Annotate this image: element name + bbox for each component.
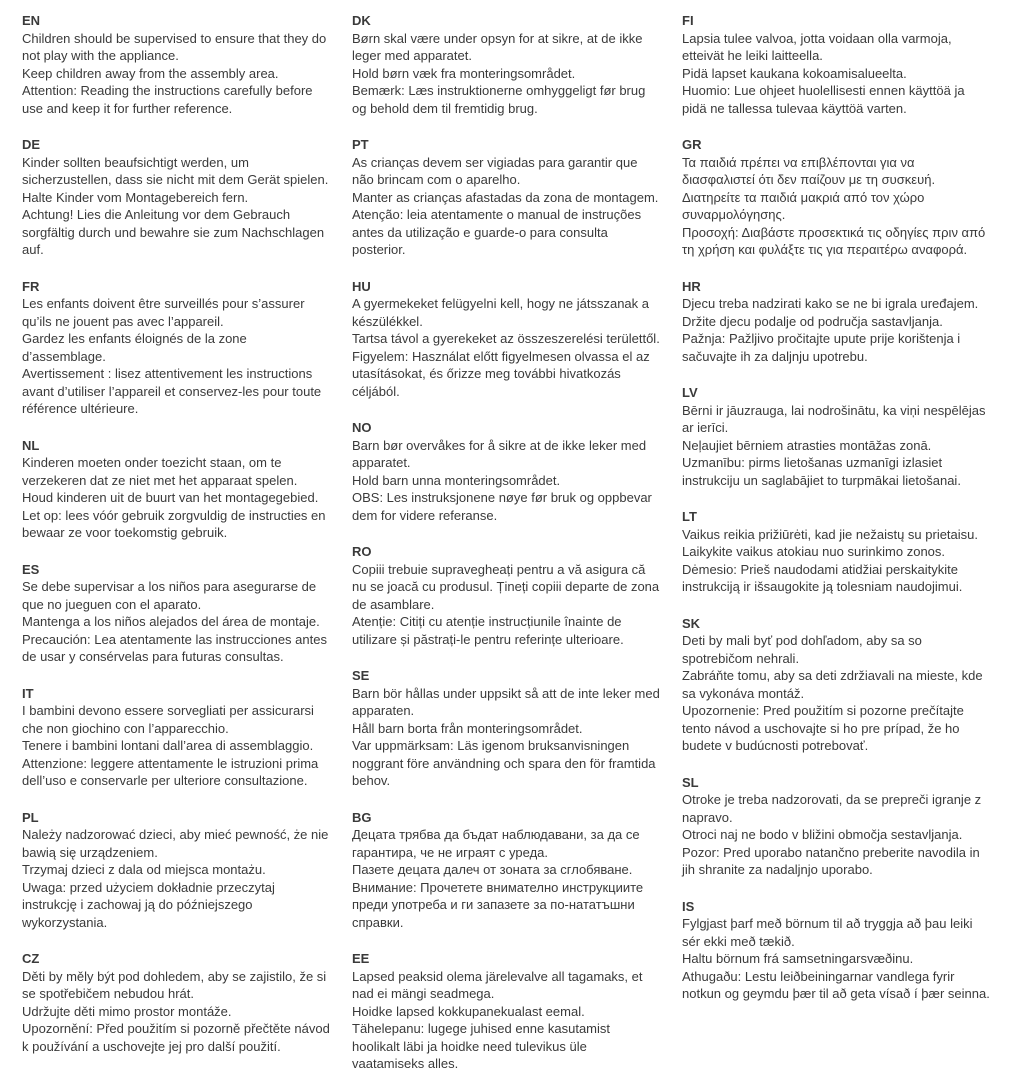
instruction-line: Barn bør overvåkes for å sikre at de ikke leker med apparatet. (352, 437, 647, 470)
instruction-line: Διατηρείτε τα παιδιά μακριά από τον χώρο συναρμολόγησης. (682, 189, 925, 222)
instruction-line: Var uppmärksam: Läs igenom bruksanvisningen noggrant före användning och spara den för framtida behov. (352, 738, 656, 788)
instruction-line: Bemærk: Læs instruktionerne omhyggeligt før brug og behold dem til fremtidig brug. (352, 83, 646, 116)
language-code-label: HR (682, 278, 701, 294)
instruction-line: Τα παιδιά πρέπει να επιβλέπονται για να διασφαλιστεί ότι δεν παίζουν με τη συσκευή. (682, 154, 936, 187)
instruction-line: Huomio: Lue ohjeet huolellisesti ennen käyttöä ja pidä ne tallessa tulevaa käyttöä varten. (682, 83, 965, 116)
instruction-line: Kinderen moeten onder toezicht staan, om te verzekeren dat ze niet met het apparaat spelen. (22, 455, 298, 488)
language-section-fi (682, 12, 990, 117)
instruction-line: Deti by mali byť pod dohľadom, aby sa so spotrebičom nehrali. (682, 633, 922, 666)
instruction-line: Otroke je treba nadzorovati, da se prepreči igranje z napravo. (682, 792, 982, 825)
language-code-label: FI (682, 13, 694, 28)
instruction-line: Pidä lapset kaukana kokoamisalueelta. (682, 65, 907, 81)
instruction-line: Пазете децата далеч от зоната за сглобяване. (352, 862, 633, 877)
instruction-line: Let op: lees vóór gebruik zorgvuldig de instructies en bewaar ze voor toekomstig gebruik. (22, 507, 326, 540)
instruction-line: Vaikus reikia prižiūrėti, kad jie nežaistų su prietaisu. (682, 526, 979, 542)
instruction-line: Pažnja: Pažljivo pročitajte upute prije korištenja i sačuvajte ih za daljnju upotrebu. (682, 331, 961, 364)
language-section-lv (682, 384, 990, 489)
instruction-line: Halte Kinder vom Montagebereich fern. (22, 189, 249, 205)
instruction-line: Zabráňte tomu, aby sa deti zdržiavali na mieste, kde sa vykonáva montáž. (682, 668, 983, 701)
instruction-line: Bērni ir jāuzrauga, lai nodrošinātu, ka viņi nespēlējas ar ierīci. (682, 402, 986, 435)
instruction-line: Fylgjast þarf með börnum til að tryggja að þau leiki sér ekki með tækið. (682, 916, 973, 949)
language-section-no (352, 419, 660, 524)
language-section-dk (352, 12, 660, 117)
instruction-line: Upozornění: Před použitím si pozorně přečtěte návod k používání a uschovejte jej pro další použití. (22, 1021, 330, 1054)
language-code-label: PL (22, 809, 39, 825)
instruction-line: Barn bör hållas under uppsikt så att de inte leker med apparaten. (352, 685, 660, 718)
language-section-nl (22, 437, 330, 542)
language-code-label: EE (352, 951, 370, 966)
language-code-label: SE (352, 668, 370, 683)
language-section-de (22, 136, 330, 259)
instruction-line: Mantenga a los niños alejados del área de montaje. (22, 614, 320, 629)
instruction-line: Laikykite vaikus atokiau nuo surinkimo zonos. (682, 544, 946, 559)
instruction-line: Avertissement : lisez attentivement les instructions avant d’utiliser l’appareil et conservez-les pour toute référence ultérieure. (22, 366, 322, 416)
language-section-sk (682, 615, 990, 755)
instruction-line: Hoidke lapsed kokkupanekualast eemal. (352, 1003, 585, 1019)
language-code-label: FR (22, 278, 40, 294)
instruction-line: Tähelepanu: lugege juhised enne kasutamist hoolikalt läbi ja hoidke need tulevikus üle vaatamiseks alles. (352, 1021, 611, 1071)
instruction-line: Lapsia tulee valvoa, jotta voidaan olla varmoja, etteivät he leiki laitteella. (682, 30, 952, 63)
instruction-line: Hold børn væk fra monteringsområdet. (352, 65, 576, 81)
instruction-line: Precaución: Lea atentamente las instrucciones antes de usar y consérvelas para futuras consultas. (22, 631, 327, 664)
instruction-line: Les enfants doivent être surveillés pour s’assurer qu’ils ne jouent pas avec l’appareil. (22, 296, 305, 329)
instruction-line: Figyelem: Használat előtt figyelmesen olvassa el az utasításokat, és őrizze meg további hivatkozás céljából. (352, 348, 650, 399)
instruction-line: Atenție: Citiți cu atenție instrucțiunile înainte de utilizare și păstrați-le pentru referințe ulterioare. (352, 614, 624, 647)
instruction-line: Houd kinderen uit de buurt van het montagegebied. (22, 490, 319, 505)
instruction-line: OBS: Les instruksjonene nøye før bruk og oppbevar dem for videre referanse. (352, 490, 652, 523)
instruction-line: Neļaujiet bērniem atrasties montāžas zonā. (682, 437, 932, 453)
instruction-line: Djecu treba nadzirati kako se ne bi igrala uređajem. (682, 296, 979, 311)
instruction-line: Manter as crianças afastadas da zona de montagem. (352, 189, 659, 205)
instruction-line: Håll barn borta från monteringsområdet. (352, 720, 583, 736)
instruction-line: Gardez les enfants éloignés de la zone d’assemblage. (22, 331, 247, 364)
language-code-label: BG (352, 809, 372, 825)
language-section-pl (22, 809, 330, 932)
instruction-line: Uwaga: przed użyciem dokładnie przeczytaj instrukcję i zachowaj ją do późniejszego wykorzystania. (22, 879, 275, 930)
instruction-line: Hold barn unna monteringsområdet. (352, 472, 561, 488)
instruction-line: Upozornenie: Pred použitím si pozorne prečítajte tento návod a uschovajte si ho pre prípad, že ho budete v budúcnosti potrebovať. (682, 703, 964, 753)
instruction-line: Atenção: leia atentamente o manual de instruções antes da utilização e guarde-o para consulta posterior. (352, 207, 642, 257)
language-code-label: SL (682, 774, 699, 790)
instruction-line: Kinder sollten beaufsichtigt werden, um sicherzustellen, dass sie nicht mit dem Gerät spielen. (22, 154, 329, 187)
language-section-hu (352, 278, 660, 401)
language-section-sl (682, 774, 990, 879)
instruction-line: Børn skal være under opsyn for at sikre, at de ikke leger med apparatet. (352, 30, 643, 63)
instruction-line: Należy nadzorować dzieci, aby mieć pewność, że nie bawią się urządzeniem. (22, 827, 329, 860)
language-code-label: IT (22, 685, 34, 701)
instruction-line: Tenere i bambini lontani dall’area di assemblaggio. (22, 738, 314, 753)
language-section-hr (682, 278, 990, 366)
instruction-line: Udržujte děti mimo prostor montáže. (22, 1003, 232, 1019)
instruction-line: Copiii trebuie supravegheați pentru a vă asigura că nu se joacă cu produsul. Țineți copiii departe de zona de asamblare. (352, 561, 660, 612)
instruction-line: Προσοχή: Διαβάστε προσεκτικά τις οδηγίες πριν από τη χρήση και φυλάξτε τις για περαιτέρω αναφορά. (682, 224, 986, 257)
language-code-label: NL (22, 437, 40, 453)
instruction-line: Pozor: Pred uporabo natančno preberite navodila in jih shranite za nadaljnjo uporabo. (682, 844, 980, 877)
language-code-label: CZ (22, 951, 40, 966)
language-section-is (682, 898, 990, 1003)
language-code-label: RO (352, 544, 372, 559)
instruction-line: Attention: Reading the instructions carefully before use and keep it for further reference. (22, 83, 313, 116)
column-middle (352, 12, 660, 1071)
language-code-label: EN (22, 13, 41, 28)
instruction-line: Attenzione: leggere attentamente le istruzioni prima dell’uso e conservarle per ulteriore consultazione. (22, 755, 319, 788)
instruction-line: Dėmesio: Prieš naudodami atidžiai perskaitykite instrukciją ir išsaugokite ją tolesniam naudojimui. (682, 561, 963, 594)
instruction-line: Trzymaj dzieci z dala od miejsca montażu. (22, 862, 266, 877)
instruction-line: Athugaðu: Lestu leiðbeiningarnar vandlega fyrir notkun og geymdu þær til að geta vísað í þær seinna. (682, 968, 990, 1001)
column-left (22, 12, 330, 1054)
language-code-label: ES (22, 561, 40, 577)
instruction-line: Внимание: Прочетете внимателно инструкциите преди употреба и ги запазете за по-нататъшни справки. (352, 879, 644, 930)
instruction-line: Keep children away from the assembly area. (22, 65, 279, 81)
language-code-label: LT (682, 509, 697, 524)
instruction-line: Lapsed peaksid olema järelevalve all tagamaks, et nad ei mängi seadmega. (352, 968, 643, 1001)
instruction-line: A gyermekeket felügyelni kell, hogy ne játsszanak a készülékkel. (352, 296, 650, 329)
language-code-label: PT (352, 137, 369, 152)
language-code-label: NO (352, 420, 372, 435)
instruction-line: I bambini devono essere sorvegliati per assicurarsi che non giochino con l’apparecchio. (22, 703, 314, 736)
instruction-line: Uzmanību: pirms lietošanas uzmanīgi izlasiet instrukciju un saglabājiet to turpmākai lietošanai. (682, 455, 961, 488)
instruction-line: Držite djecu podalje od područja sastavljanja. (682, 313, 943, 329)
instruction-line: Otroci naj ne bodo v bližini območja sestavljanja. (682, 827, 963, 842)
language-section-lt (682, 508, 990, 596)
instruction-line: Децата трябва да бъдат наблюдавани, за да се гарантира, че не играят с уреда. (352, 827, 640, 860)
instruction-line: Tartsa távol a gyerekeket az összeszerelési területtől. (352, 331, 660, 346)
instruction-line: Děti by měly být pod dohledem, aby se zajistilo, že si se spotřebičem nebudou hrát. (22, 968, 327, 1001)
language-section-it (22, 685, 330, 790)
language-section-cz (22, 950, 330, 1055)
language-section-bg (352, 809, 660, 932)
instruction-line: Se debe supervisar a los niños para asegurarse de que no jueguen con el aparato. (22, 579, 317, 612)
instruction-line: As crianças devem ser vigiadas para garantir que não brincam com o aparelho. (352, 154, 638, 187)
language-section-fr (22, 278, 330, 418)
instruction-line: Achtung! Lies die Anleitung vor dem Gebrauch sorgfältig durch und bewahre sie zum Nachschlagen auf. (22, 207, 325, 257)
language-section-ee (352, 950, 660, 1073)
language-section-ro (352, 543, 660, 648)
language-code-label: DE (22, 137, 41, 152)
language-code-label: SK (682, 615, 701, 631)
language-section-es (22, 561, 330, 666)
language-section-se (352, 667, 660, 790)
language-code-label: LV (682, 385, 698, 400)
language-code-label: HU (352, 278, 371, 294)
language-section-gr (682, 136, 990, 259)
instruction-line: Haltu börnum frá samsetningarsvæðinu. (682, 951, 914, 966)
instruction-line: Children should be supervised to ensure that they do not play with the appliance. (22, 30, 327, 63)
language-section-en (22, 12, 330, 117)
language-code-label: IS (682, 898, 695, 914)
language-code-label: GR (682, 137, 702, 152)
column-right (682, 12, 990, 1014)
language-section-pt (352, 136, 660, 259)
language-code-label: DK (352, 13, 371, 28)
